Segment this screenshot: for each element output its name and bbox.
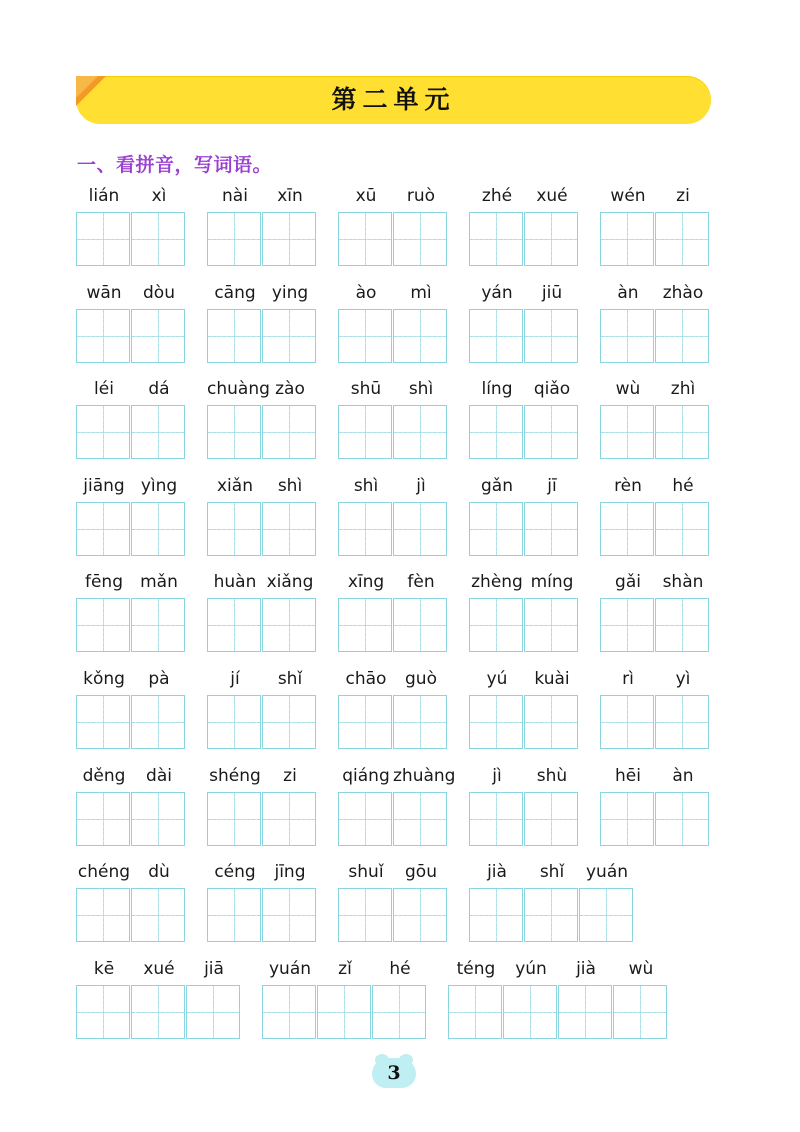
exercise-row (0, 669, 800, 749)
word-group (469, 862, 634, 942)
writing-box[interactable] (393, 405, 447, 459)
writing-box[interactable] (338, 405, 392, 459)
writing-box[interactable] (131, 888, 185, 942)
pinyin-syllable: dá (148, 379, 170, 399)
word-group (469, 186, 579, 266)
word-group (338, 572, 448, 652)
word-group (600, 283, 710, 363)
word-group (600, 186, 710, 266)
pinyin-syllable: kǒng (83, 669, 125, 689)
pinyin-syllable: pà (148, 669, 170, 689)
pinyin-syllable: wén (610, 186, 646, 206)
pinyin-syllable: zào (275, 379, 305, 399)
exercise-row (0, 766, 800, 846)
word-group (76, 959, 241, 1039)
pinyin-syllable: lián (88, 186, 120, 206)
writing-box[interactable] (207, 792, 261, 846)
writing-box[interactable] (262, 309, 316, 363)
writing-box[interactable] (393, 502, 447, 556)
writing-box[interactable] (262, 695, 316, 749)
pinyin-syllable: xīng (347, 572, 385, 592)
word-group (76, 379, 186, 459)
writing-box[interactable] (338, 792, 392, 846)
word-group (207, 572, 317, 652)
pinyin-syllable: xiǎn (217, 476, 253, 496)
pinyin-syllable: nài (222, 186, 248, 206)
pinyin-syllable: dù (148, 862, 170, 882)
writing-box[interactable] (524, 695, 578, 749)
pinyin-syllable: yuán (585, 862, 629, 882)
writing-box[interactable] (469, 888, 523, 942)
writing-box[interactable] (262, 888, 316, 942)
word-group (207, 862, 317, 942)
writing-box[interactable] (131, 502, 185, 556)
pinyin-syllable: hé (672, 476, 694, 496)
word-group (207, 669, 317, 749)
word-group (469, 476, 579, 556)
pinyin-syllable: jīng (274, 862, 306, 882)
word-group (76, 283, 186, 363)
writing-box[interactable] (317, 985, 371, 1039)
writing-box[interactable] (469, 598, 523, 652)
writing-box[interactable] (262, 598, 316, 652)
word-group (207, 283, 317, 363)
word-group (338, 669, 448, 749)
writing-box[interactable] (655, 405, 709, 459)
pinyin-syllable: chéng (77, 862, 131, 882)
pinyin-syllable: zi (676, 186, 690, 206)
pinyin-syllable: jí (230, 669, 240, 689)
exercise-row (0, 959, 800, 1039)
writing-box[interactable] (338, 309, 392, 363)
word-group (600, 572, 710, 652)
writing-box[interactable] (469, 695, 523, 749)
writing-box[interactable] (131, 792, 185, 846)
writing-box[interactable] (600, 212, 654, 266)
writing-box[interactable] (131, 309, 185, 363)
word-group (338, 283, 448, 363)
writing-box[interactable] (393, 598, 447, 652)
pinyin-syllable: yuán (268, 959, 312, 979)
writing-box[interactable] (524, 598, 578, 652)
pinyin-syllable: xīn (277, 186, 303, 206)
pinyin-syllable: xì (151, 186, 167, 206)
exercise-row (0, 186, 800, 266)
word-group (262, 959, 427, 1039)
writing-box[interactable] (131, 695, 185, 749)
pinyin-syllable: gǎi (615, 572, 641, 592)
pinyin-syllable: zhé (481, 186, 513, 206)
writing-box[interactable] (207, 212, 261, 266)
writing-box[interactable] (131, 598, 185, 652)
pinyin-syllable: mì (410, 283, 432, 303)
writing-box[interactable] (207, 888, 261, 942)
writing-box[interactable] (76, 309, 130, 363)
pinyin-syllable: shuǐ (348, 862, 384, 882)
word-group (207, 379, 317, 459)
writing-box[interactable] (76, 405, 130, 459)
word-group (469, 572, 579, 652)
exercise-row (0, 862, 800, 942)
writing-box[interactable] (338, 502, 392, 556)
pinyin-syllable: jì (416, 476, 426, 496)
pinyin-syllable: jià (576, 959, 596, 979)
pinyin-syllable: xué (536, 186, 568, 206)
pinyin-syllable: àn (617, 283, 639, 303)
writing-box[interactable] (469, 309, 523, 363)
writing-box[interactable] (600, 695, 654, 749)
word-group (600, 766, 710, 846)
writing-box[interactable] (558, 985, 612, 1039)
pinyin-syllable: kuài (534, 669, 570, 689)
word-group (76, 572, 186, 652)
pinyin-syllable: léi (94, 379, 114, 399)
writing-box[interactable] (338, 212, 392, 266)
pinyin-syllable: dài (146, 766, 172, 786)
writing-box[interactable] (503, 985, 557, 1039)
writing-box[interactable] (76, 695, 130, 749)
pinyin-syllable: rì (622, 669, 634, 689)
writing-box[interactable] (131, 985, 185, 1039)
writing-box[interactable] (76, 888, 130, 942)
word-group (338, 766, 456, 846)
word-group (469, 283, 579, 363)
pinyin-syllable: xué (143, 959, 175, 979)
writing-box[interactable] (131, 212, 185, 266)
writing-box[interactable] (655, 309, 709, 363)
pinyin-syllable: chuàng (207, 379, 270, 399)
writing-box[interactable] (448, 985, 502, 1039)
writing-box[interactable] (338, 598, 392, 652)
pinyin-syllable: zhuàng (393, 766, 456, 786)
pinyin-syllable: jì (492, 766, 502, 786)
unit-title: 第二单元 (331, 85, 456, 114)
pinyin-syllable: yìng (140, 476, 178, 496)
pinyin-syllable: shǐ (277, 669, 303, 689)
writing-box[interactable] (393, 309, 447, 363)
writing-box[interactable] (655, 792, 709, 846)
pinyin-syllable: guò (405, 669, 437, 689)
pinyin-syllable: wù (628, 959, 654, 979)
writing-box[interactable] (524, 405, 578, 459)
exercise-row (0, 379, 800, 459)
pinyin-syllable: shù (536, 766, 568, 786)
word-group (76, 669, 186, 749)
word-group (469, 766, 579, 846)
pinyin-syllable: yán (481, 283, 513, 303)
pinyin-syllable: fēng (84, 572, 123, 592)
pinyin-syllable: wān (86, 283, 122, 303)
pinyin-syllable: ying (271, 283, 309, 303)
pinyin-syllable: shì (277, 476, 303, 496)
pinyin-syllable: hé (389, 959, 411, 979)
pinyin-syllable: qiǎo (533, 379, 571, 399)
writing-box[interactable] (262, 405, 316, 459)
writing-box[interactable] (393, 212, 447, 266)
pinyin-syllable: yì (675, 669, 691, 689)
writing-box[interactable] (524, 888, 578, 942)
word-group (469, 669, 579, 749)
writing-box[interactable] (207, 309, 261, 363)
pinyin-syllable: fèn (407, 572, 435, 592)
word-group (338, 186, 448, 266)
pinyin-syllable: kē (93, 959, 115, 979)
pinyin-syllable: chāo (345, 669, 387, 689)
writing-box[interactable] (76, 598, 130, 652)
word-group (448, 959, 668, 1039)
pinyin-syllable: ruò (406, 186, 436, 206)
word-group (207, 186, 317, 266)
pinyin-syllable: jià (487, 862, 507, 882)
pinyin-syllable: yú (486, 669, 508, 689)
word-group (338, 862, 448, 942)
pinyin-syllable: xū (355, 186, 377, 206)
writing-box[interactable] (469, 792, 523, 846)
word-group (469, 379, 579, 459)
pinyin-syllable: dòu (143, 283, 175, 303)
pinyin-syllable: míng (530, 572, 574, 592)
pinyin-syllable: shéng (209, 766, 261, 786)
word-group (600, 669, 710, 749)
word-group (76, 766, 186, 846)
pinyin-syllable: àn (672, 766, 694, 786)
writing-box[interactable] (655, 695, 709, 749)
pinyin-syllable: jī (547, 476, 557, 496)
writing-box[interactable] (600, 598, 654, 652)
pinyin-syllable: zi (283, 766, 297, 786)
writing-box[interactable] (262, 792, 316, 846)
writing-box[interactable] (338, 695, 392, 749)
writing-box[interactable] (207, 502, 261, 556)
writing-box[interactable] (186, 985, 240, 1039)
pinyin-syllable: yún (515, 959, 547, 979)
writing-box[interactable] (655, 212, 709, 266)
writing-box[interactable] (579, 888, 633, 942)
writing-box[interactable] (524, 792, 578, 846)
pinyin-syllable: gōu (405, 862, 437, 882)
page-number-badge (372, 1054, 416, 1090)
pinyin-syllable: zǐ (338, 959, 352, 979)
writing-box[interactable] (655, 502, 709, 556)
writing-box[interactable] (207, 598, 261, 652)
word-group (600, 379, 710, 459)
pinyin-syllable: shì (353, 476, 379, 496)
word-group (207, 766, 317, 846)
writing-box[interactable] (393, 792, 447, 846)
pinyin-syllable: jiū (541, 283, 563, 303)
exercise-row (0, 476, 800, 556)
writing-box[interactable] (76, 502, 130, 556)
pinyin-syllable: céng (214, 862, 256, 882)
word-group (76, 476, 186, 556)
writing-box[interactable] (76, 985, 130, 1039)
writing-box[interactable] (524, 502, 578, 556)
pinyin-syllable: xiǎng (266, 572, 314, 592)
word-group (338, 379, 448, 459)
pinyin-syllable: wù (615, 379, 641, 399)
pinyin-syllable: zhào (662, 283, 704, 303)
writing-box[interactable] (338, 888, 392, 942)
writing-box[interactable] (469, 405, 523, 459)
writing-box[interactable] (469, 502, 523, 556)
pinyin-syllable: zhèng (471, 572, 523, 592)
pinyin-syllable: shì (408, 379, 434, 399)
writing-box[interactable] (600, 502, 654, 556)
pinyin-syllable: hēi (615, 766, 641, 786)
exercise-row (0, 572, 800, 652)
pinyin-syllable: téng (456, 959, 496, 979)
pinyin-syllable: líng (481, 379, 513, 399)
exercise-row (0, 283, 800, 363)
writing-box[interactable] (207, 695, 261, 749)
writing-box[interactable] (655, 598, 709, 652)
pinyin-syllable: shǐ (539, 862, 565, 882)
pinyin-syllable: jiā (204, 959, 224, 979)
writing-box[interactable] (372, 985, 426, 1039)
writing-box[interactable] (393, 695, 447, 749)
writing-box[interactable] (469, 212, 523, 266)
pinyin-syllable: shàn (662, 572, 704, 592)
writing-box[interactable] (393, 888, 447, 942)
pinyin-syllable: ào (355, 283, 377, 303)
writing-box[interactable] (524, 212, 578, 266)
pinyin-syllable: cāng (214, 283, 256, 303)
pinyin-syllable: shū (350, 379, 382, 399)
word-group (600, 476, 710, 556)
writing-box[interactable] (524, 309, 578, 363)
word-group (207, 476, 317, 556)
pinyin-syllable: qiáng (342, 766, 390, 786)
pinyin-syllable: rèn (614, 476, 642, 496)
pinyin-syllable: huàn (213, 572, 257, 592)
word-group (76, 862, 186, 942)
writing-box[interactable] (76, 212, 130, 266)
pinyin-syllable: mǎn (140, 572, 178, 592)
pinyin-syllable: jiāng (83, 476, 125, 496)
pinyin-syllable: gǎn (481, 476, 513, 496)
writing-box[interactable] (600, 405, 654, 459)
page-number: 3 (387, 1062, 401, 1084)
writing-box[interactable] (613, 985, 667, 1039)
word-group (76, 186, 186, 266)
writing-box[interactable] (600, 309, 654, 363)
word-group (338, 476, 448, 556)
writing-box[interactable] (600, 792, 654, 846)
writing-box[interactable] (262, 985, 316, 1039)
writing-box[interactable] (262, 212, 316, 266)
writing-box[interactable] (76, 792, 130, 846)
pinyin-syllable: zhì (670, 379, 696, 399)
pinyin-syllable: děng (82, 766, 126, 786)
writing-box[interactable] (207, 405, 261, 459)
writing-box[interactable] (262, 502, 316, 556)
section-heading: 一、看拼音，写词语。 (77, 154, 273, 176)
writing-box[interactable] (131, 405, 185, 459)
